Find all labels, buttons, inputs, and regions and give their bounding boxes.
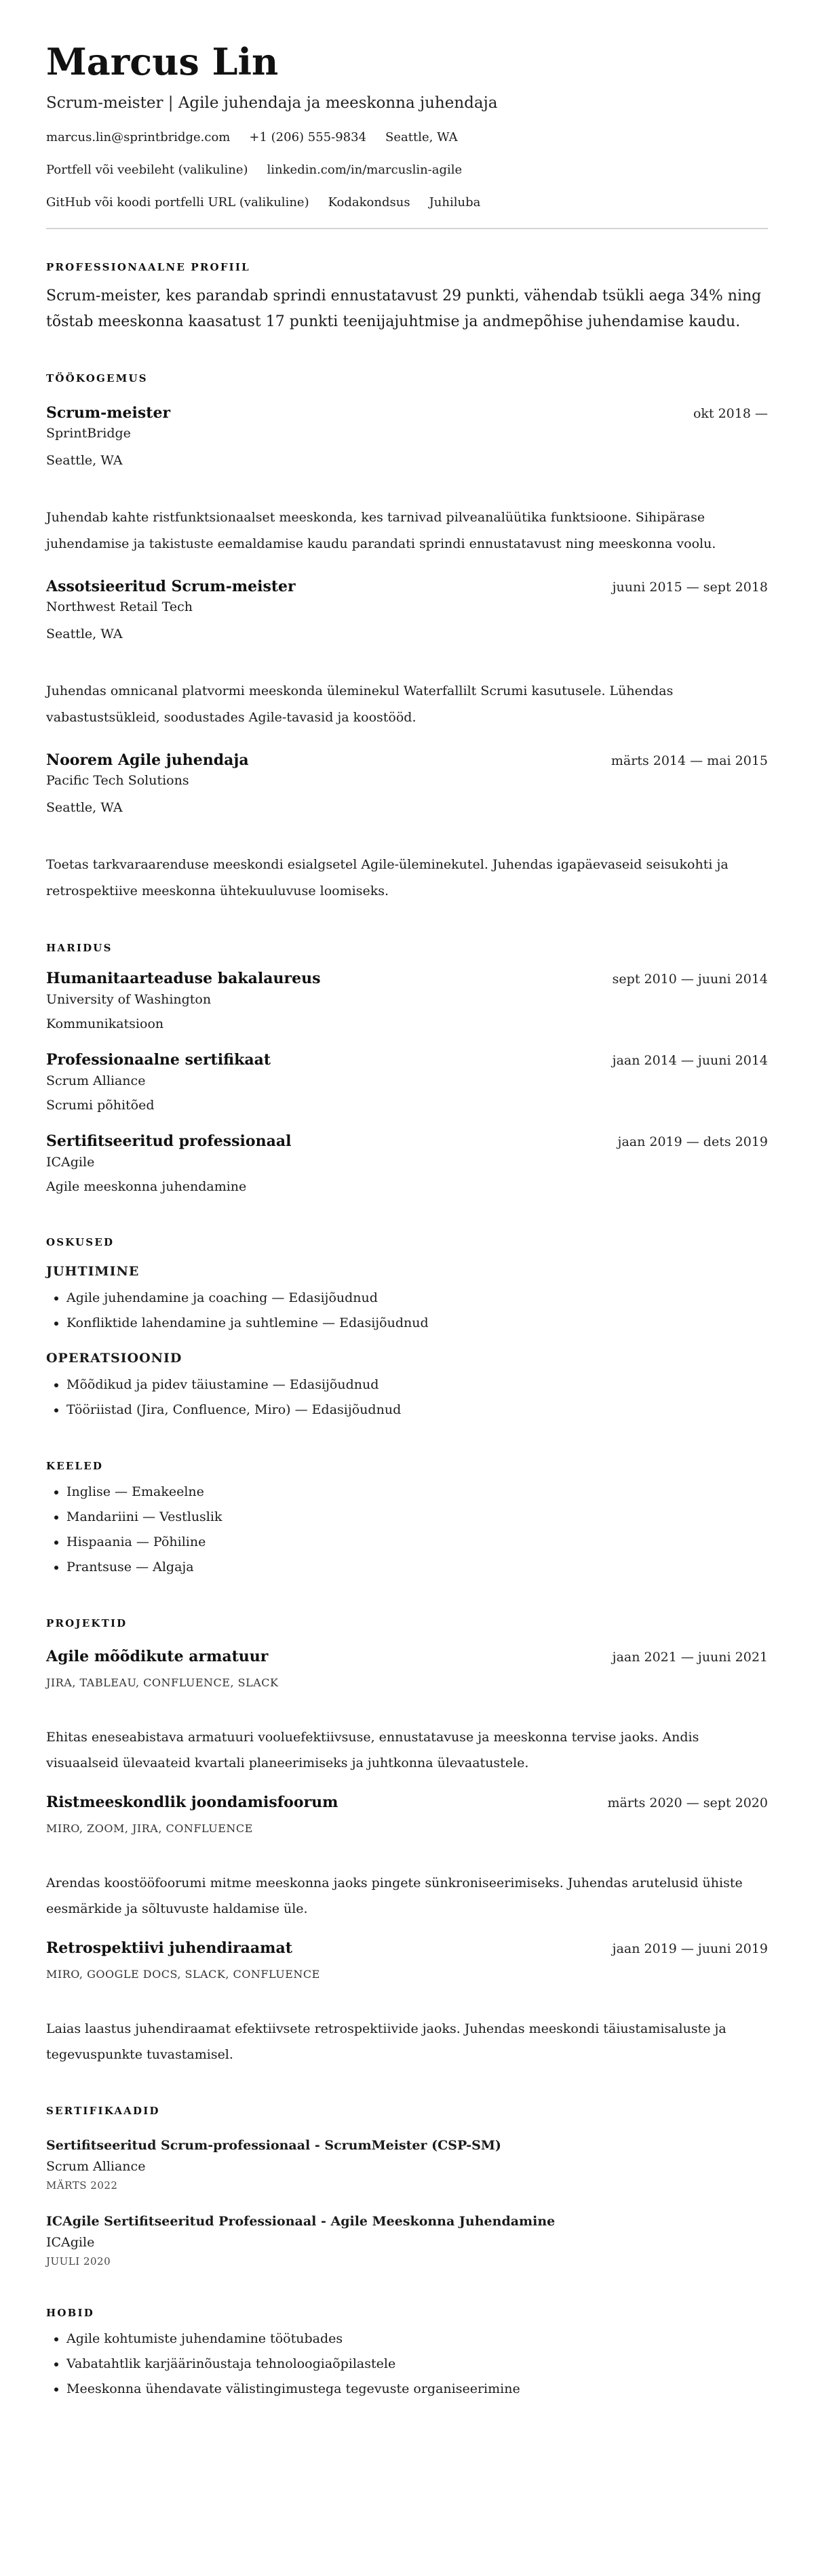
- hobby-item: • Meeskonna ühendavate välistingimustega tegevuste organiseerimine: [66, 2377, 768, 2402]
- entry-date: märts 2020 — sept 2020: [607, 1796, 768, 1810]
- skill-category: JUHTIMINE: [46, 1264, 140, 1279]
- entry-title: Scrum-meister: [46, 404, 171, 422]
- hobbies-section: [46, 2306, 768, 2402]
- education-section: [46, 941, 768, 1199]
- project-tech: JIRA, TABLEAU, CONFLUENCE, SLACK: [46, 1676, 279, 1689]
- skill-list: [46, 1286, 768, 1336]
- entry-title: Agile mõõdikute armatuur: [46, 1648, 269, 1665]
- projects-section: [46, 1617, 768, 2067]
- contact-location: Seattle, WA: [385, 130, 458, 144]
- job-company: SprintBridge: [46, 426, 131, 441]
- entry-header: [46, 751, 768, 769]
- skill-item: • Konfliktide lahendamine ja suhtlemine — Edasijõudnud: [66, 1311, 768, 1336]
- contact-phone[interactable]: +1 (206) 555-9834: [249, 130, 367, 144]
- contact-linkedin[interactable]: linkedin.com/in/marcuslin-agile: [267, 163, 463, 177]
- entry-title: Sertifitseeritud professionaal: [46, 1132, 292, 1150]
- entry-header: [46, 1794, 768, 1811]
- project-entry: [46, 1939, 768, 2067]
- contact-license: Juhiluba: [429, 195, 481, 210]
- entry-header: [46, 970, 768, 987]
- entry-title: Assotsieeritud Scrum-meister: [46, 578, 296, 595]
- experience-section: [46, 372, 768, 905]
- section-heading: TÖÖKOGEMUS: [46, 372, 148, 384]
- certification-date: MÄRTS 2022: [46, 2179, 118, 2192]
- certification-title: Sertifitseeritud Scrum-professionaal - ScrumMeister (CSP-SM): [46, 2138, 501, 2153]
- contact-row: [46, 129, 768, 146]
- project-tech: MIRO, ZOOM, JIRA, CONFLUENCE: [46, 1822, 253, 1835]
- certification-entry: [46, 2135, 768, 2194]
- entry-header: [46, 1939, 768, 1957]
- section-heading: OSKUSED: [46, 1236, 115, 1248]
- project-entry: [46, 1794, 768, 1922]
- contact-email[interactable]: marcus.lin@sprintbridge.com: [46, 130, 231, 144]
- skill-item: • Tööriistad (Jira, Confluence, Miro) — Edasijõudnud: [66, 1398, 768, 1423]
- header-divider: [46, 228, 768, 229]
- section-heading: HARIDUS: [46, 942, 113, 954]
- language-item: • Hispaania — Põhiline: [66, 1530, 768, 1555]
- job-company: Pacific Tech Solutions: [46, 773, 189, 788]
- job-description: Toetas tarkvaraarenduse meeskondi esialgsetel Agile-üleminekutel. Juhendas igapäevaseid seisukohti ja retrospektiive meeskonna ühtekuuluvuse loomiseks.: [46, 857, 729, 898]
- education-field: Scrumi põhitõed: [46, 1098, 155, 1113]
- education-school: Scrum Alliance: [46, 1073, 146, 1088]
- entry-title: Ristmeeskondlik joondamisfoorum: [46, 1794, 338, 1811]
- profile-section: [46, 260, 768, 335]
- entry-title: Humanitaarteaduse bakalaureus: [46, 970, 321, 987]
- entry-header: [46, 404, 768, 422]
- entry-date: sept 2010 — juuni 2014: [612, 972, 768, 987]
- entry-date: okt 2018 —: [693, 406, 768, 421]
- education-entry: [46, 970, 768, 1036]
- candidate-name: Marcus Lin: [46, 40, 279, 83]
- entry-date: jaan 2019 — dets 2019: [617, 1134, 768, 1149]
- job-location: Seattle, WA: [46, 627, 123, 641]
- education-field: Kommunikatsioon: [46, 1016, 164, 1031]
- job-entry: [46, 578, 768, 731]
- certification-date: JUULI 2020: [46, 2255, 111, 2267]
- entry-date: märts 2014 — mai 2015: [610, 753, 768, 768]
- entry-header: [46, 1648, 768, 1665]
- profile-text: Scrum-meister, kes parandab sprindi ennustatavust 29 punkti, vähendab tsükli aega 34% ning tõstab meeskonna kaasatust 17 punkti teenijajuhtmise ja andmepõhise juhendamise kaudu.: [46, 288, 762, 330]
- education-entry: [46, 1051, 768, 1117]
- language-item: • Prantsuse — Algaja: [66, 1555, 768, 1580]
- hobbies-list: [46, 2326, 768, 2402]
- section-heading: HOBID: [46, 2307, 94, 2319]
- entry-date: jaan 2021 — juuni 2021: [612, 1650, 768, 1665]
- project-description: Laias laastus juhendiraamat efektiivsete retrospektiivide jaoks. Juhendas meeskondi täiustamisaluste ja tegevuspunkte tuvastamisel.: [46, 2021, 726, 2062]
- language-item: • Inglise — Emakeelne: [66, 1480, 768, 1505]
- job-entry: [46, 751, 768, 905]
- hobby-item: • Agile kohtumiste juhendamine töötubades: [66, 2326, 768, 2352]
- education-entry: [46, 1132, 768, 1199]
- contact-row: [46, 194, 768, 212]
- job-company: Northwest Retail Tech: [46, 599, 193, 614]
- languages-list: [46, 1480, 768, 1580]
- languages-section: [46, 1459, 768, 1580]
- education-school: ICAgile: [46, 1155, 95, 1170]
- entry-header: [46, 1132, 768, 1150]
- job-location: Seattle, WA: [46, 800, 123, 815]
- project-description: Ehitas eneseabistava armatuuri vooluefektiivsuse, ennustatavuse ja meeskonna tervise jaoks. Andis visuaalseid ülevaateid kvartali planeerimiseks ja juhtkonna ülevaatustele.: [46, 1730, 699, 1770]
- section-heading: PROJEKTID: [46, 1617, 128, 1629]
- section-heading: SERTIFIKAADID: [46, 2105, 160, 2117]
- entry-header: [46, 578, 768, 595]
- contact-row: [46, 161, 768, 179]
- entry-header: [46, 1051, 768, 1069]
- job-location: Seattle, WA: [46, 453, 123, 468]
- entry-date: jaan 2019 — juuni 2019: [612, 1941, 768, 1956]
- section-heading: PROFESSIONAALNE PROFIIL: [46, 261, 250, 273]
- skill-list: [46, 1372, 768, 1423]
- certification-org: Scrum Alliance: [46, 2159, 146, 2174]
- candidate-subtitle: Scrum-meister | Agile juhendaja ja meeskonna juhendaja: [46, 94, 498, 112]
- job-entry: [46, 404, 768, 557]
- project-description: Arendas koostööfoorumi mitme meeskonna jaoks pingete sünkroniseerimiseks. Juhendas arutelusid ühiste eesmärkide ja sõltuvuste haldamise üle.: [46, 1876, 743, 1916]
- resume-header: [46, 39, 768, 212]
- contact-citizenship: Kodakondsus: [328, 195, 410, 210]
- certification-entry: [46, 2211, 768, 2270]
- contact-github[interactable]: GitHub või koodi portfelli URL (valikuline): [46, 195, 309, 210]
- skill-item: • Agile juhendamine ja coaching — Edasijõudnud: [66, 1286, 768, 1311]
- job-description: Juhendab kahte ristfunktsionaalset meeskonda, kes tarnivad pilveanalüütika funktsioone. Sihipärase juhendamise ja takistuste eemaldamise kaudu parandati sprindi ennustatavust ning meeskonna voolu.: [46, 510, 716, 551]
- hobby-item: • Vabatahtlik karjäärinõustaja tehnoloogiaõpilastele: [66, 2352, 768, 2377]
- entry-title: Noorem Agile juhendaja: [46, 751, 249, 769]
- entry-title: Professionaalne sertifikaat: [46, 1051, 271, 1069]
- certification-org: ICAgile: [46, 2235, 95, 2250]
- project-tech: MIRO, GOOGLE DOCS, SLACK, CONFLUENCE: [46, 1968, 320, 1981]
- project-entry: [46, 1648, 768, 1776]
- section-heading: KEELED: [46, 1460, 104, 1472]
- certification-title: ICAgile Sertifitseeritud Professionaal - Agile Meeskonna Juhendamine: [46, 2214, 556, 2229]
- language-item: • Mandariini — Vestluslik: [66, 1505, 768, 1530]
- entry-title: Retrospektiivi juhendiraamat: [46, 1939, 292, 1957]
- education-school: University of Washington: [46, 992, 212, 1007]
- education-field: Agile meeskonna juhendamine: [46, 1179, 247, 1194]
- entry-date: jaan 2014 — juuni 2014: [612, 1053, 768, 1068]
- entry-date: juuni 2015 — sept 2018: [612, 580, 768, 595]
- skill-category: OPERATSIOONID: [46, 1351, 182, 1366]
- skill-item: • Mõõdikud ja pidev täiustamine — Edasijõudnud: [66, 1372, 768, 1398]
- contact-info: [46, 129, 768, 212]
- skills-section: [46, 1235, 768, 1423]
- job-description: Juhendas omnicanal platvormi meeskonda üleminekul Waterfallilt Scrumi kasutusele. Lühendas vabastustsükleid, soodustades Agile-tavasid ja koostööd.: [46, 683, 674, 725]
- certifications-section: [46, 2104, 768, 2270]
- contact-portfolio[interactable]: Portfell või veebileht (valikuline): [46, 163, 248, 177]
